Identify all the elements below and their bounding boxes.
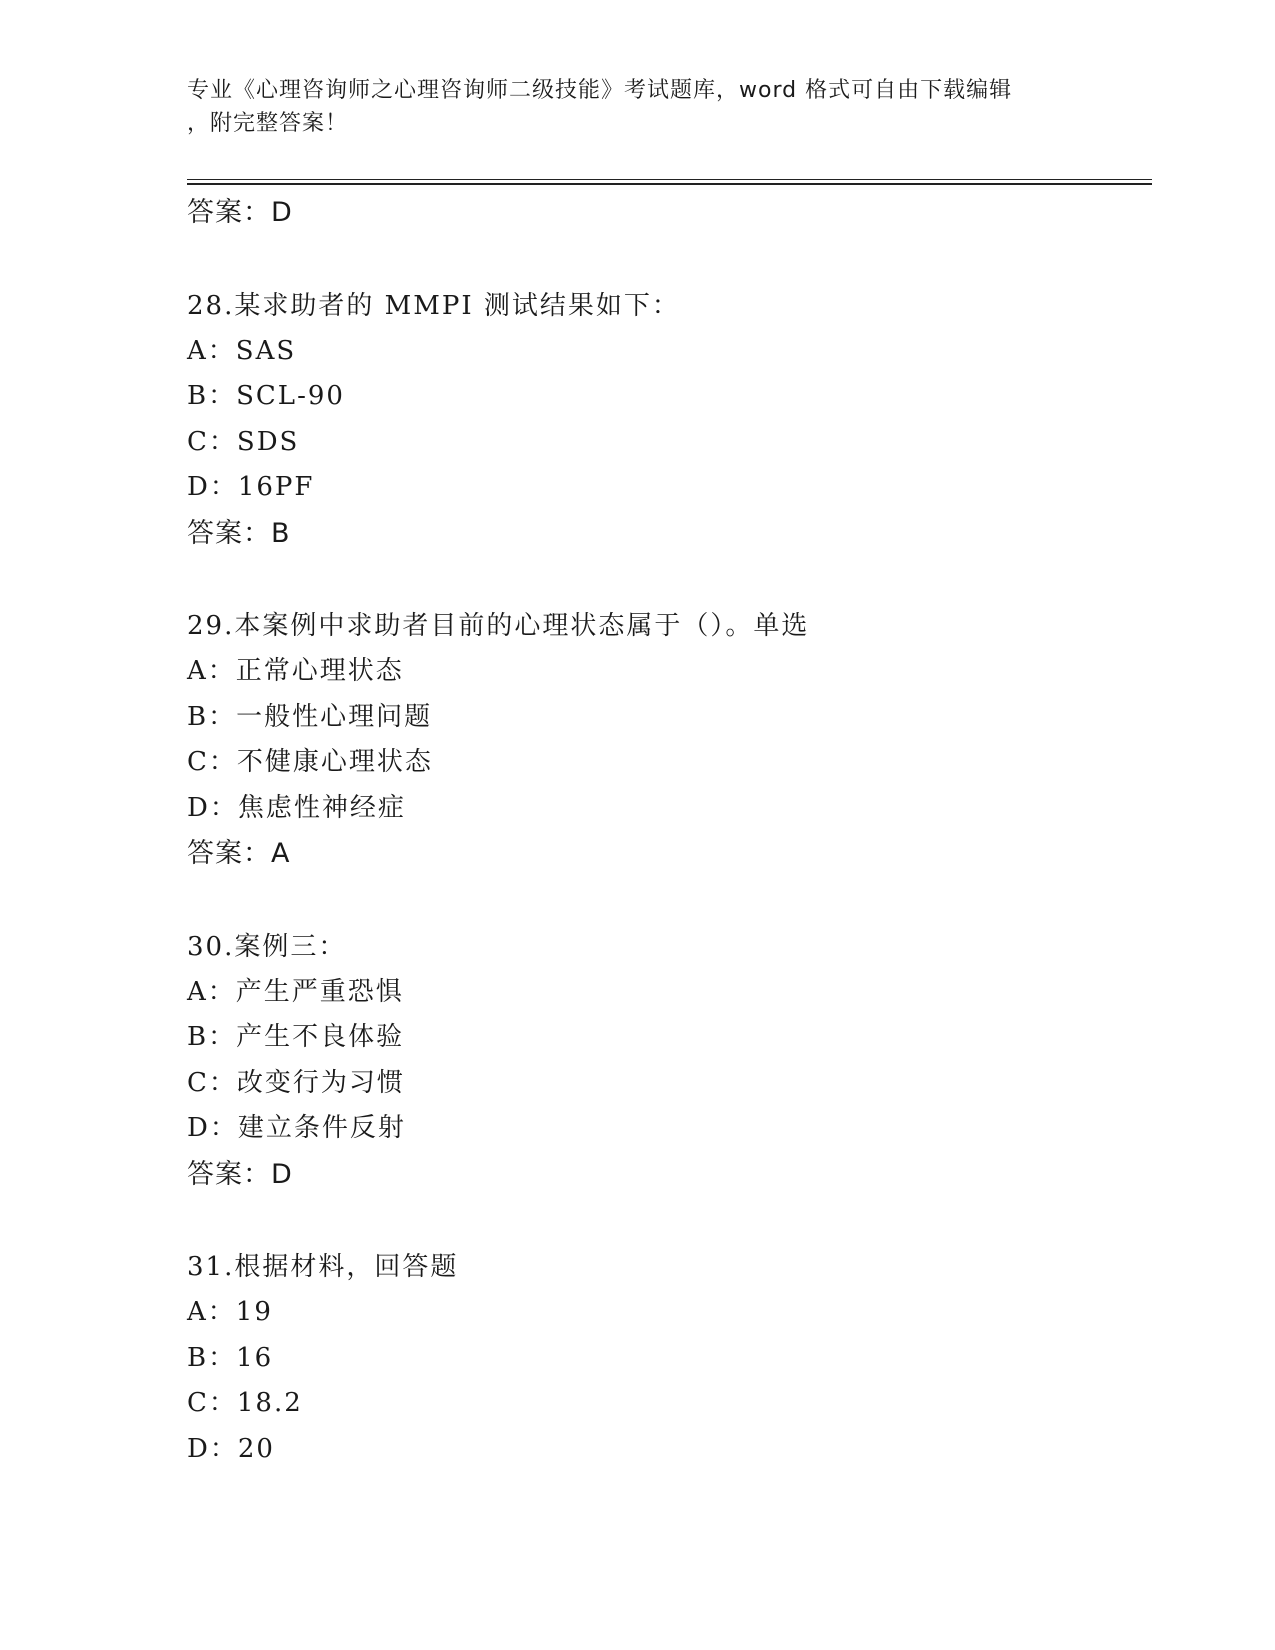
question-list (187, 190, 1152, 1472)
header-line-2: ，附完整答案！ (187, 111, 349, 136)
option-b: B：一般性心理问题 (187, 701, 433, 732)
header-line-1: 专业《心理咨询师之心理咨询师二级技能》考试题库，word 格式可自由下载编辑 (187, 78, 1013, 103)
option-c: C：SDS (187, 426, 300, 457)
question-30 (187, 924, 1152, 1198)
option-d: D：建立条件反射 (187, 1113, 406, 1143)
option-b: B：产生不良体验 (187, 1022, 405, 1052)
answer-line: 答案：D (187, 1158, 293, 1190)
document-header (187, 74, 1067, 140)
answer-line: 答案：D (187, 197, 293, 228)
header-rule-thick (187, 183, 1152, 185)
option-c: C：18.2 (187, 1388, 303, 1418)
option-d: D：16PF (187, 472, 315, 502)
option-a: A：19 (187, 1297, 273, 1327)
question-title: 29.本案例中求助者目前的心理状态属于（）。单选 (187, 611, 810, 641)
option-a: A：正常心理状态 (187, 656, 404, 686)
option-a: A：SAS (187, 335, 297, 366)
answer-line: 答案：A (187, 838, 291, 869)
question-title: 31.根据材料，回答题 (187, 1252, 459, 1282)
option-b: B：SCL-90 (187, 381, 345, 411)
question-title: 30.案例三： (187, 931, 347, 962)
option-d: D：焦虑性神经症 (187, 792, 406, 823)
option-b: B：16 (187, 1342, 274, 1373)
option-a: A：产生严重恐惧 (187, 976, 404, 1007)
option-c: C：改变行为习惯 (187, 1067, 405, 1098)
option-c: C：不健康心理状态 (187, 747, 433, 777)
question-31 (187, 1244, 1152, 1472)
header-rule-thin (187, 179, 1152, 180)
option-d: D：20 (187, 1433, 275, 1464)
question-29 (187, 603, 1152, 877)
answer-line: 答案：B (187, 517, 291, 549)
question-title: 28.某求助者的 MMPI 测试结果如下： (187, 290, 680, 321)
question-28 (187, 283, 1152, 557)
